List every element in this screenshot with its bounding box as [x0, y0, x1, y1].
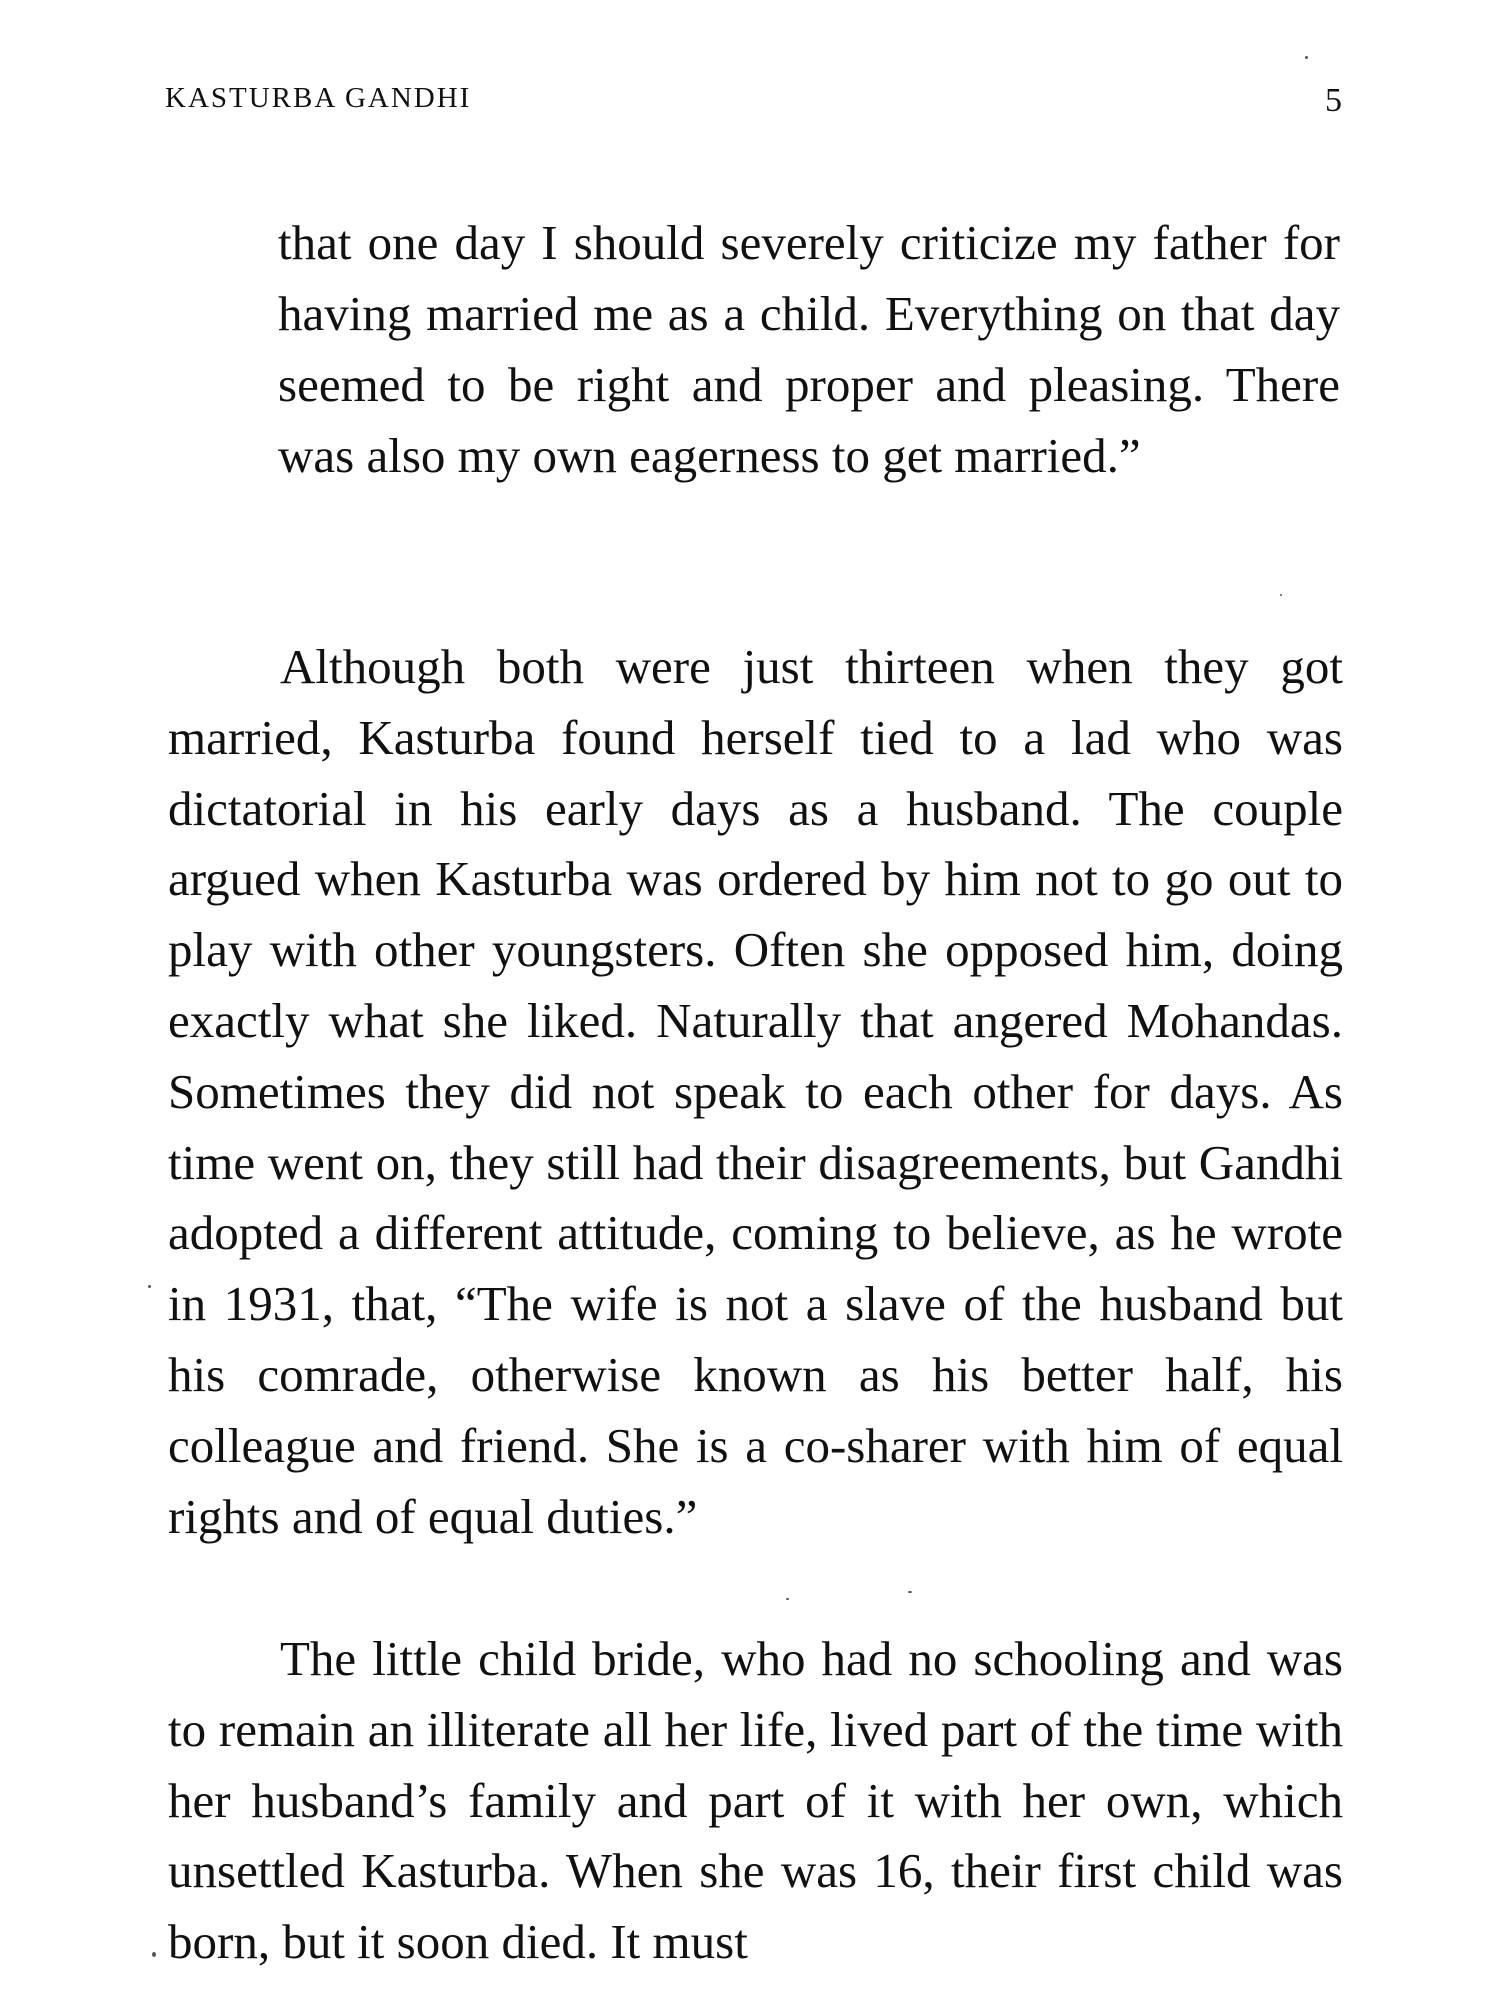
scan-speck	[786, 1598, 789, 1600]
scan-speck	[1280, 594, 1282, 596]
scan-speck	[908, 1591, 912, 1593]
page-number: 5	[1325, 82, 1342, 119]
scan-speck	[152, 1952, 156, 1957]
block-quote: that one day I should severely criticize my father for having married me as a child. Everything on that day seemed to be right and proper and pleasing. There was also my own eagerness to get married.”	[278, 215, 1340, 483]
running-head: KASTURBA GANDHI	[165, 82, 472, 114]
paragraph-marriage: Although both were just thirteen when they got married, Kasturba found herself tied to a lad who was dictatorial in his early days as a husband. The couple argued when Kasturba was ordered by him not to go out to play with other youngsters. Often she opposed him, doing exactly what she liked. Naturally that angered Mohandas. Sometimes they did not speak to each other for days. As time went on, they still had their disagreements, but Gandhi adopted a different attitude, coming to believe, as he wrote in 1931, that, “The wife is not a slave of the husband but his comrade, otherwise known as his better half, his colleague and friend. She is a co-sharer with him of equal rights and of equal duties.”	[168, 639, 1343, 1544]
paragraph-child-bride: The little child bride, who had no schooling and was to remain an illiterate all her life, lived part of the time with her husband’s family and part of it with her own, which unsettled Kasturba. When she was 16, their first child was born, but it soon died. It must	[168, 1631, 1343, 1970]
scan-speck	[1305, 56, 1308, 59]
scan-speck	[148, 1285, 151, 1288]
